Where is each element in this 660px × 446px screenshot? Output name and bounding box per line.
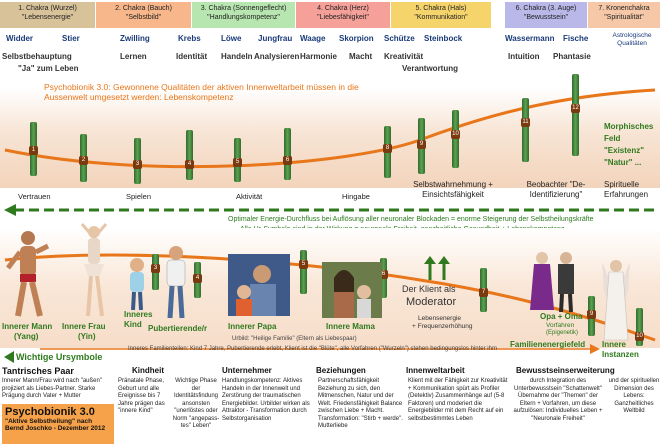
astro-label: Astrologische Qualitäten [612, 32, 652, 47]
label-hingabe: Hingabe [342, 192, 370, 201]
label-innere-instanzen: Innere Instanzen [602, 340, 639, 359]
chakra-quality: "Handlungskompetenz" [207, 14, 280, 21]
label-vorfahren: Vorfahren [546, 322, 575, 329]
quality-verantwortung: Verantwortung [402, 64, 459, 73]
chakra-quality: "Lebensenergie" [21, 14, 74, 21]
chakra-title: 5. Chakra (Hals) [415, 5, 467, 12]
chakra-quality: "Kommunikation" [414, 14, 468, 21]
morph-line-1: Morphisches [604, 122, 654, 131]
sign-loewe: Löwe [221, 34, 242, 43]
lower-number-9: 9 [587, 310, 596, 319]
upper-number-9: 9 [417, 140, 426, 149]
brand-sub-2: Bernd Joschko - Dezember 2012 [5, 425, 106, 432]
moderator-line-2: Moderator [406, 296, 457, 308]
morph-line-2: Feld [604, 134, 621, 143]
text-spirituell: und der spirituellen Dimension des Lebens: Ganzheitliches Weltbild [608, 378, 660, 414]
label-selbstwahrnehmung: Selbstwahrnehmung + Einsichtsfähigkeit [413, 180, 493, 199]
quality-identitaet: Identität [176, 52, 208, 61]
text-innenweltarbeit: Klient mit der Fähigkeit zur Kreativität + Kommunikation spürt als Profiler (Detektiv) Zusammenhänge auf (5-8 Faktoren) und moderiert die Energiebilder mit dem Recht auf ein selbstbestimmtes Leben [408, 378, 508, 422]
upper-number-12: 12 [572, 105, 579, 111]
brand-sub-1: "Aktive Selbstheilung" nach [5, 418, 93, 425]
quality-handeln: Handeln [221, 52, 253, 61]
chakra-quality: "Bewusstsein" [523, 14, 569, 21]
psychobionik-statement: Psychobionik 3.0: Gewonnene Qualitäten der aktiven Innenweltarbeit müssen in die Aussenwelt umgesetzt werden: Lebenskompetenz [44, 82, 359, 102]
upper-number-6: 6 [283, 156, 292, 165]
chakra-title: 2. Chakra (Bauch) [115, 5, 172, 12]
up-arrow [420, 256, 454, 282]
figure-inner-woman [76, 222, 112, 320]
text-bewusstsein: durch Integration des Unterbewusstsein "Schattenwelt" Übernahme der "Themen" der Eltern + Vorfahren, um diese aufzulösen: Individuelles Leben + "Neuronale Freiheit" [513, 378, 603, 422]
upper-number-11: 11 [522, 119, 529, 125]
sign-waage: Waage [300, 34, 326, 43]
upper-number-1: 1 [29, 146, 38, 155]
chakra-title: 7. Kronenchakra [598, 5, 650, 12]
chakra-title: 4. Chakra (Herz) [317, 5, 369, 12]
section-bewusstseinserweiterung: Bewusstseinserweiterung [516, 366, 615, 375]
photo-mama [322, 262, 382, 318]
quality-intuition: Intuition [508, 52, 540, 61]
moderator-line-1: Der Klient als [402, 284, 456, 294]
lower-number-6: 6 [379, 270, 388, 279]
text-unternehmer: Handlungskompetenz: Aktives Handeln in der Innenwelt und Zerstörung der traumatischen Energiebilder. Urbilder wirken als Attraktor - Transformation durch Selbstorganisation [222, 378, 310, 422]
figure-teenager [158, 244, 194, 320]
figure-inner-child [124, 256, 150, 312]
figure-grandparents [526, 248, 582, 314]
chakra-title: 6. Chakra (3. Auge) [515, 5, 577, 12]
upper-number-3: 3 [133, 160, 142, 169]
sign-stier: Stier [62, 34, 80, 43]
label-innerer-papa: Innerer Papa [228, 322, 277, 331]
label-innere-frau: Innere Frau [62, 322, 106, 331]
sign-widder: Widder [6, 34, 34, 43]
quality-harmonie: Harmonie [300, 52, 337, 61]
chakra-quality: "Selbstbild" [125, 14, 162, 21]
lower-number-7: 7 [479, 288, 488, 297]
label-yin: (Yin) [78, 332, 96, 341]
morph-line-4: "Natur" ... [604, 158, 642, 167]
figure-angel [598, 252, 634, 342]
label-beobachter: Beobachter "De-Identifizierung" [526, 180, 586, 199]
sign-jungfrau: Jungfrau [258, 34, 293, 43]
moderator-line-3: Lebensenergie [418, 315, 462, 322]
wichtige-arrow [2, 350, 16, 364]
section-innenweltarbeit: Innenweltarbeit [406, 366, 465, 375]
section-kindheit: Kindheit [132, 366, 164, 375]
text-tantrisches-paar: Innerer Mann/Frau wird nach "außen" projiziert als Liebes-Partner. Starke Prägung durch Vater + Mutter [2, 378, 102, 399]
label-epigenetik: (Epigenetik) [546, 330, 579, 336]
morph-line-3: "Existenz" [604, 146, 645, 155]
quality-lernen: Lernen [120, 52, 147, 61]
label-aktivitaet: Aktivität [236, 192, 263, 201]
quality-selbstbehauptung: Selbstbehauptung [2, 52, 72, 61]
label-inneres-kind: Inneres Kind [124, 310, 153, 329]
label-pubertierende: Pubertierende/r [148, 324, 208, 333]
sign-zwilling: Zwilling [120, 34, 150, 43]
text-kindheit: Pränatale Phase, Geburt und alle Ereignisse bis 7 Jahre prägen das "innere Kind" [118, 378, 165, 414]
text-beziehungen: Partnerschaftsfähigkeit Beziehung zu sich, den Mitmenschen, Natur und der Welt. Friedensfähigkeit Balance zwischen Liebe + Macht. Transformation: "Stirb + werde". Mutterliebe [318, 378, 403, 429]
familien-text: Inneres Familienteilen: Kind 7 Jahre, Pubertierende erlebt, Klient ist die "Blüte", alle Vorfahren ("Wurzeln") stehen bedingungslos hinter ihm [128, 346, 497, 352]
sign-fische: Fische [563, 34, 589, 43]
upper-number-4: 4 [185, 160, 194, 169]
quality-kreativitaet: Kreativität [384, 52, 424, 61]
sign-krebs: Krebs [178, 34, 201, 43]
upper-number-2: 2 [79, 156, 88, 165]
upper-number-8: 8 [383, 144, 392, 153]
photo-papa [228, 254, 290, 316]
quality-analysieren: Analysieren [254, 52, 300, 61]
urbild-text: Urbild: "Heilige Familie" (Eltern als Liebespaar) [232, 336, 357, 342]
quality-ja-zum-leben: "Ja" zum Leben [18, 64, 79, 73]
label-spirituelle-erfahrungen: Spirituelle Erfahrungen [604, 180, 649, 199]
chakra-title: 1. Chakra (Wurzel) [18, 5, 77, 12]
label-opa-oma: Opa + Oma [540, 312, 583, 321]
chakra-quality: "Liebesfähigkeit" [317, 14, 369, 21]
label-familienenergiefeld: Familienenergiefeld [510, 340, 586, 349]
label-innere-mama: Innere Mama [326, 322, 375, 331]
upper-number-5: 5 [233, 158, 242, 167]
brand-box [2, 404, 114, 444]
lower-number-3: 3 [151, 264, 160, 273]
label-yang: (Yang) [14, 332, 39, 341]
lower-number-10: 10 [636, 333, 643, 339]
chakra-title: 3. Chakra (Sonnengeflecht) [200, 5, 287, 12]
sign-skorpion: Skorpion [339, 34, 374, 43]
lower-number-4: 4 [193, 274, 202, 283]
sign-wassermann: Wassermann [505, 34, 555, 43]
figure-inner-man [6, 228, 50, 320]
quality-macht: Macht [349, 52, 373, 61]
lower-number-5: 5 [299, 260, 308, 269]
sign-steinbock: Steinbock [424, 34, 463, 43]
label-vertrauen: Vertrauen [18, 192, 51, 201]
section-tantrisches-paar: Tantrisches Paar [2, 366, 74, 376]
brand-title: Psychobionik 3.0 [5, 406, 95, 418]
lower-post-5 [300, 250, 307, 294]
energy-text-1: Optimaler Energie-Durchfluss bei Auflösung aller neuronaler Blockaden = enorme Steigerung der Selbstheilungskräfte [228, 216, 594, 223]
label-innerer-mann: Innerer Mann [2, 322, 53, 331]
wichtige-ursymbole: Wichtige Ursymbole [16, 352, 103, 362]
label-spielen: Spielen [126, 192, 152, 201]
chakra-quality: "Spiritualität" [604, 14, 644, 21]
section-unternehmer: Unternehmer [222, 366, 272, 375]
quality-phantasie: Phantasie [553, 52, 591, 61]
text-identitaet: Wichtige Phase der Identitätsfindung ansonsten "unerlöstes oder Norm "angepass-tes" Leben" [172, 378, 220, 429]
section-beziehungen: Beziehungen [316, 366, 366, 375]
sign-schuetze: Schütze [384, 34, 415, 43]
moderator-line-4: + Frequenzerhöhung [412, 323, 473, 330]
upper-number-10: 10 [452, 131, 459, 137]
